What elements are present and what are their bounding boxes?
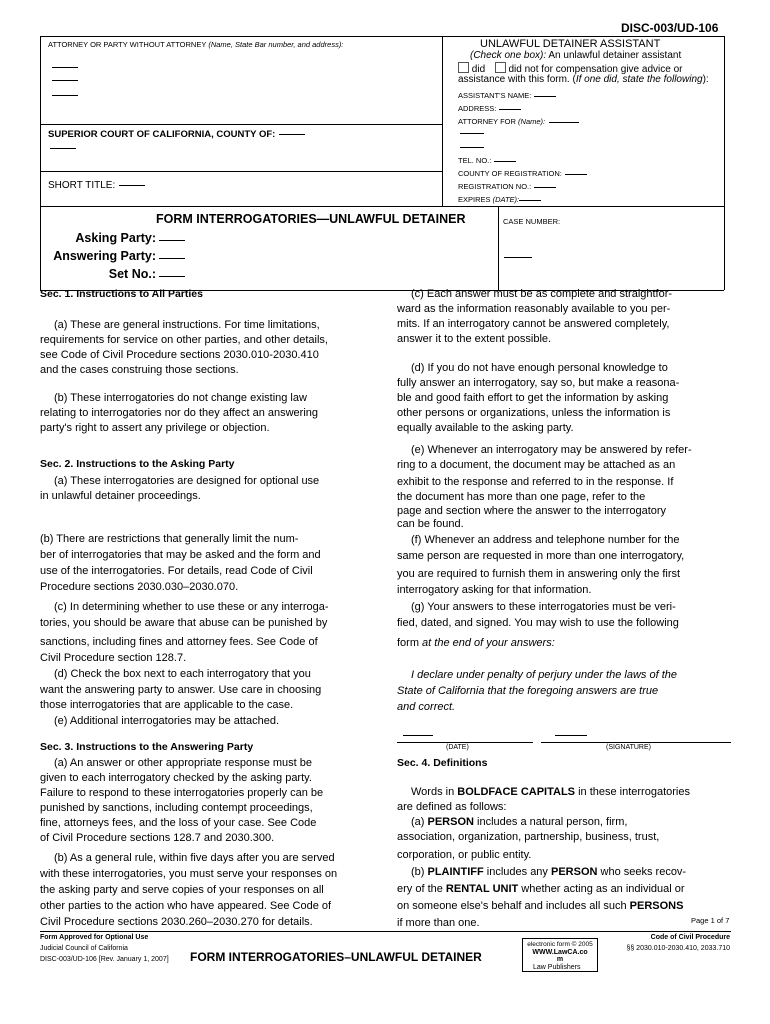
words-line bbox=[397, 785, 690, 800]
right-c-line: mits. If an interrogatory cannot be answered completely, bbox=[397, 318, 670, 330]
did-not-label: did not for compensation give advice or bbox=[508, 64, 683, 75]
right-f-line: interrogatory asking for that information. bbox=[397, 584, 592, 596]
attorney-label-text: ATTORNEY OR PARTY WITHOUT ATTORNEY bbox=[48, 40, 207, 49]
behalf-bold: PERSONS bbox=[629, 900, 684, 912]
form-title: FORM INTERROGATORIES—UNLAWFUL DETAINER bbox=[156, 212, 466, 226]
assistant-name-blank[interactable] bbox=[534, 96, 556, 97]
footer-rule bbox=[40, 931, 731, 932]
declaration-line: State of California that the foregoing answers are true bbox=[397, 685, 659, 697]
right-g-form-line bbox=[397, 635, 679, 651]
sec4-heading: Sec. 4. Definitions bbox=[397, 757, 488, 769]
right-f-line: (f) Whenever an address and telephone number for the bbox=[411, 534, 680, 546]
stamp-publishers: Law Publishers bbox=[533, 964, 581, 971]
attorney-label bbox=[48, 40, 343, 49]
header-left-border bbox=[40, 36, 41, 290]
short-title-blank[interactable] bbox=[119, 185, 145, 186]
words-post: in these interrogatories bbox=[575, 786, 690, 798]
sec1-b-line: party's right to assert any privilege or objection. bbox=[40, 422, 270, 434]
assistant-address-blank[interactable] bbox=[499, 109, 521, 110]
sec1-a bbox=[40, 318, 328, 378]
page-number: Page 1 of 7 bbox=[691, 916, 730, 925]
case-number-blank[interactable] bbox=[504, 257, 532, 258]
words-pre: Words in bbox=[411, 786, 458, 798]
sec2-b-line: ber of interrogatories that may be asked and the form and bbox=[40, 549, 321, 561]
reg-no-row bbox=[458, 182, 556, 191]
footer-code-sections: §§ 2030.010-2030.410, 2033.710 bbox=[626, 945, 730, 952]
answering-party-blank[interactable] bbox=[159, 258, 185, 259]
attorney-blank-1[interactable] bbox=[52, 67, 78, 68]
right-e-line: can be found. bbox=[397, 518, 464, 530]
expires-row bbox=[458, 195, 541, 204]
county-reg-row bbox=[458, 169, 587, 178]
sec2-d-line: (d) Check the box next to each interrogatory that you bbox=[54, 668, 311, 680]
right-d-line: (d) If you do not have enough personal knowledge to bbox=[411, 362, 668, 374]
case-number-label: CASE NUMBER: bbox=[503, 217, 561, 226]
date-line bbox=[397, 742, 533, 743]
right-c-line: ward as the information reasonably available to you per- bbox=[397, 303, 671, 315]
sec1-a-line: see Code of Civil Procedure sections 2030.010-2030.410 bbox=[40, 349, 319, 361]
did-checkbox[interactable] bbox=[458, 62, 469, 73]
right-g bbox=[397, 599, 679, 651]
attorney-court-divider bbox=[40, 124, 442, 125]
line3-start: assistance with this form. ( bbox=[458, 74, 576, 85]
plaintiff-line bbox=[397, 865, 690, 880]
sec2-b bbox=[40, 531, 321, 595]
sec3-b-line: with these interrogatories, you must serve your responses on bbox=[40, 868, 338, 880]
sec2-d-line: want the answering party to answer. Use care in choosing bbox=[40, 683, 322, 696]
person-pre: (a) bbox=[411, 816, 428, 828]
short-title bbox=[48, 180, 145, 191]
title-divider bbox=[40, 206, 724, 207]
behalf-line bbox=[397, 899, 690, 914]
county-reg-label: COUNTY OF REGISTRATION: bbox=[458, 169, 562, 178]
person-post: includes a natural person, firm, bbox=[473, 816, 628, 828]
declaration bbox=[397, 667, 677, 715]
sec1-a-line: and the cases construing those sections. bbox=[40, 364, 239, 376]
assistant-check-note bbox=[470, 50, 681, 61]
plaintiff-bold2: PERSON bbox=[550, 866, 598, 878]
sec3-a-line: fine, attorneys fees, and the loss of your case. See Code bbox=[40, 817, 317, 829]
footer-title: FORM INTERROGATORIES–UNLAWFUL DETAINER bbox=[190, 950, 482, 964]
court-label bbox=[48, 129, 305, 140]
tel-row bbox=[458, 156, 516, 165]
header-right-border bbox=[724, 36, 725, 290]
right-f-line: you are required to furnish them in answering only the first bbox=[397, 568, 681, 580]
right-d bbox=[397, 361, 679, 436]
check-note-rest: An unlawful detainer assistant bbox=[546, 50, 682, 61]
date-blank[interactable] bbox=[403, 735, 433, 736]
case-number-divider bbox=[498, 206, 499, 290]
defined-line: are defined as follows: bbox=[397, 801, 507, 813]
right-c bbox=[397, 287, 672, 347]
sec3-a-line: of Civil Procedure sections 128.7 and 2030.300. bbox=[40, 832, 275, 844]
asking-party bbox=[75, 231, 156, 245]
sec3-a-line: (a) An answer or other appropriate response must be bbox=[54, 757, 313, 769]
set-no-blank[interactable] bbox=[159, 276, 185, 277]
sec1-heading: Sec. 1. Instructions to All Parties bbox=[40, 288, 203, 300]
sec3-heading: Sec. 3. Instructions to the Answering Party bbox=[40, 741, 254, 753]
attorney-for-row bbox=[458, 117, 579, 126]
line3-end: ): bbox=[702, 74, 709, 85]
sec2-d-line: those interrogatories that are applicable to the case. bbox=[40, 699, 294, 711]
person-line bbox=[397, 815, 690, 830]
right-e-line: the document has more than one page, refer to the bbox=[397, 491, 646, 503]
expires-italic: (DATE): bbox=[492, 195, 520, 204]
sec2-d bbox=[40, 667, 321, 729]
sec3-a-line: Failure to respond to these interrogatories properly can be bbox=[40, 787, 324, 799]
words-bold: BOLDFACE CAPITALS bbox=[457, 786, 576, 798]
attorney-blank-3[interactable] bbox=[52, 95, 78, 96]
attorney-blank-2[interactable] bbox=[52, 80, 78, 81]
sec3-a-line: punished by sanctions, including contempt proceedings, bbox=[40, 802, 313, 814]
assistant-address-row bbox=[458, 104, 521, 113]
declaration-line: and correct. bbox=[397, 701, 456, 713]
answering-party bbox=[53, 249, 156, 263]
person-bold: PERSON bbox=[427, 816, 474, 828]
right-d-line: fully answer an interrogatory, say so, but make a reasona- bbox=[397, 377, 680, 389]
did-label: did bbox=[471, 64, 486, 75]
right-c-line: answer it to the extent possible. bbox=[397, 333, 552, 345]
g-form-word: form bbox=[397, 637, 419, 649]
sec1-b-line: (b) These interrogatories do not change existing law bbox=[54, 392, 307, 404]
asking-party-label: Asking Party: bbox=[75, 231, 156, 245]
footer-code-title: Code of Civil Procedure bbox=[650, 934, 730, 941]
header-divider-vertical bbox=[442, 36, 443, 206]
stamp-line3: m bbox=[556, 956, 564, 963]
definitions bbox=[397, 785, 690, 931]
right-e-line: exhibit to the response and referred to in the response. If bbox=[397, 476, 674, 488]
tel-label: TEL. NO.: bbox=[458, 156, 492, 165]
declaration-line: I declare under penalty of perjury under the laws of the bbox=[411, 669, 677, 681]
rental-line bbox=[397, 882, 690, 897]
sec2-a-line: in unlawful detainer proceedings. bbox=[40, 490, 201, 502]
assistant-address-label: ADDRESS: bbox=[458, 104, 497, 113]
right-f-line: same person are requested in more than one interrogatory, bbox=[397, 550, 685, 562]
sec3-b bbox=[40, 850, 337, 930]
check-note-italic: (Check one box): bbox=[470, 50, 547, 61]
sec3-b-line: the asking party and serve copies of your responses on all bbox=[40, 884, 324, 896]
set-no-label: Set No.: bbox=[108, 267, 156, 281]
sec3-b-line: other parties to the action who have appeared. See Code of bbox=[40, 900, 332, 912]
person-line2: association, organization, partnership, business, trust, bbox=[397, 831, 660, 843]
sec1-b bbox=[40, 391, 318, 436]
sec2-b-line: Procedure sections 2030.030–2030.070. bbox=[40, 581, 239, 593]
short-title-label: SHORT TITLE: bbox=[48, 180, 116, 191]
sec1-b-line: relating to interrogatories nor do they affect an answering bbox=[40, 407, 319, 419]
right-g-line: fied, dated, and signed. You may wish to use the following bbox=[397, 617, 679, 629]
right-c-line: (c) Each answer must be as complete and straightfor- bbox=[411, 288, 673, 300]
sec2-a-line: (a) These interrogatories are designed for optional use bbox=[54, 475, 320, 487]
sec2-b-line: (b) There are restrictions that generally limit the num- bbox=[40, 533, 299, 545]
sec1-a-line: requirements for service on other parties, and other details, bbox=[40, 334, 328, 346]
plaintiff-mid: includes any bbox=[483, 866, 551, 878]
asking-party-blank[interactable] bbox=[159, 240, 185, 241]
line3-italic: If one did, state the following bbox=[575, 74, 703, 85]
person-line3: corporation, or public entity. bbox=[397, 849, 532, 861]
sec2-c-line: tories, you should be aware that abuse can be punished by bbox=[40, 617, 328, 629]
court-county-blank[interactable] bbox=[279, 134, 305, 135]
answering-party-label: Answering Party: bbox=[53, 249, 156, 263]
plaintiff-post: who seeks recov- bbox=[597, 866, 687, 878]
rental-post: whether acting as an individual or bbox=[518, 883, 685, 895]
footer-council: Judicial Council of California bbox=[40, 945, 128, 952]
assistant-title: UNLAWFUL DETAINER ASSISTANT bbox=[480, 38, 661, 50]
county-reg-blank[interactable] bbox=[565, 174, 587, 175]
form-id: DISC-003/UD-106 bbox=[621, 21, 719, 35]
court-blank[interactable] bbox=[50, 148, 76, 149]
court-label-text: SUPERIOR COURT OF CALIFORNIA, COUNTY OF: bbox=[48, 129, 276, 140]
attorney-for-label: ATTORNEY FOR bbox=[458, 117, 516, 126]
expires-label: EXPIRES bbox=[458, 195, 491, 204]
right-d-line: other persons or organizations, unless the information is bbox=[397, 407, 671, 419]
signature-line bbox=[541, 742, 731, 743]
sec2-e-line: (e) Additional interrogatories may be attached. bbox=[54, 714, 280, 727]
right-f bbox=[397, 532, 684, 598]
sec3-b-line: (b) As a general rule, within five days after you are served bbox=[54, 852, 335, 864]
expires-blank[interactable] bbox=[519, 200, 541, 201]
stamp-line2: WWW.LawCA.co bbox=[532, 948, 588, 956]
sec2-c-line: (c) In determining whether to use these or any interroga- bbox=[54, 601, 329, 613]
right-e bbox=[397, 443, 692, 531]
assistant-blank-1[interactable] bbox=[460, 133, 484, 134]
plaintiff-pre: (b) bbox=[411, 866, 428, 878]
sec3-a-line: given to each interrogatory checked by the asking party. bbox=[40, 772, 312, 784]
assistant-name-row bbox=[458, 91, 556, 100]
reg-no-label: REGISTRATION NO.: bbox=[458, 182, 532, 191]
right-d-line: ble and good faith effort to get the information by asking bbox=[397, 392, 669, 404]
assistant-blank-2[interactable] bbox=[460, 147, 484, 148]
header-top-border bbox=[40, 36, 724, 37]
plaintiff-bold: PLAINTIFF bbox=[427, 866, 484, 878]
signature-label: (SIGNATURE) bbox=[606, 744, 651, 751]
did-not-checkbox[interactable] bbox=[495, 62, 506, 73]
right-d-line: equally available to the asking party. bbox=[397, 422, 574, 434]
court-title-divider bbox=[40, 171, 442, 172]
sec3-a bbox=[40, 756, 323, 846]
stamp-line1: electronic form © 2005 bbox=[527, 941, 593, 948]
rental-bold: RENTAL UNIT bbox=[445, 883, 519, 895]
footer-rev: DISC-003/UD-106 [Rev. January 1, 2007] bbox=[40, 956, 169, 963]
attorney-for-blank[interactable] bbox=[549, 122, 579, 123]
footer-approved: Form Approved for Optional Use bbox=[40, 934, 149, 941]
rental-pre: ery of the bbox=[397, 883, 446, 895]
sec2-c-line: Civil Procedure section 128.7. bbox=[40, 652, 187, 664]
sec1-a-line: (a) These are general instructions. For time limitations, bbox=[54, 319, 320, 331]
right-e-line: page and section where the answer to the interrogatory bbox=[397, 505, 667, 517]
right-g-line: (g) Your answers to these interrogatories must be veri- bbox=[411, 601, 676, 613]
assistant-name-label: ASSISTANT'S NAME: bbox=[458, 91, 532, 100]
sec2-b-line: use of the interrogatories. For details, read Code of Civil bbox=[40, 565, 313, 577]
behalf-pre: on someone else's behalf and includes all such bbox=[397, 900, 630, 912]
sec3-b-line: Civil Procedure sections 2030.260–2030.270 for details. bbox=[40, 916, 313, 928]
assistant-line3 bbox=[458, 74, 709, 85]
g-form-italic: at the end of your answers: bbox=[419, 637, 555, 649]
right-e-line: ring to a document, the document may be attached as an bbox=[397, 459, 676, 471]
sec2-heading: Sec. 2. Instructions to the Asking Party bbox=[40, 458, 235, 470]
attorney-for-italic: (Name): bbox=[518, 117, 546, 126]
signature-blank[interactable] bbox=[555, 735, 587, 736]
set-no bbox=[109, 267, 156, 281]
sec2-c bbox=[40, 599, 329, 666]
sec2-a bbox=[40, 474, 319, 504]
attorney-label-italic: (Name, State Bar number, and address): bbox=[208, 40, 344, 49]
tel-blank[interactable] bbox=[494, 161, 516, 162]
date-label: (DATE) bbox=[446, 744, 469, 751]
sec2-c-line: sanctions, including fines and attorney fees. See Code of bbox=[40, 636, 318, 648]
right-e-line: (e) Whenever an interrogatory may be answered by refer- bbox=[411, 444, 692, 456]
if-more-line: if more than one. bbox=[397, 917, 480, 929]
reg-no-blank[interactable] bbox=[534, 187, 556, 188]
